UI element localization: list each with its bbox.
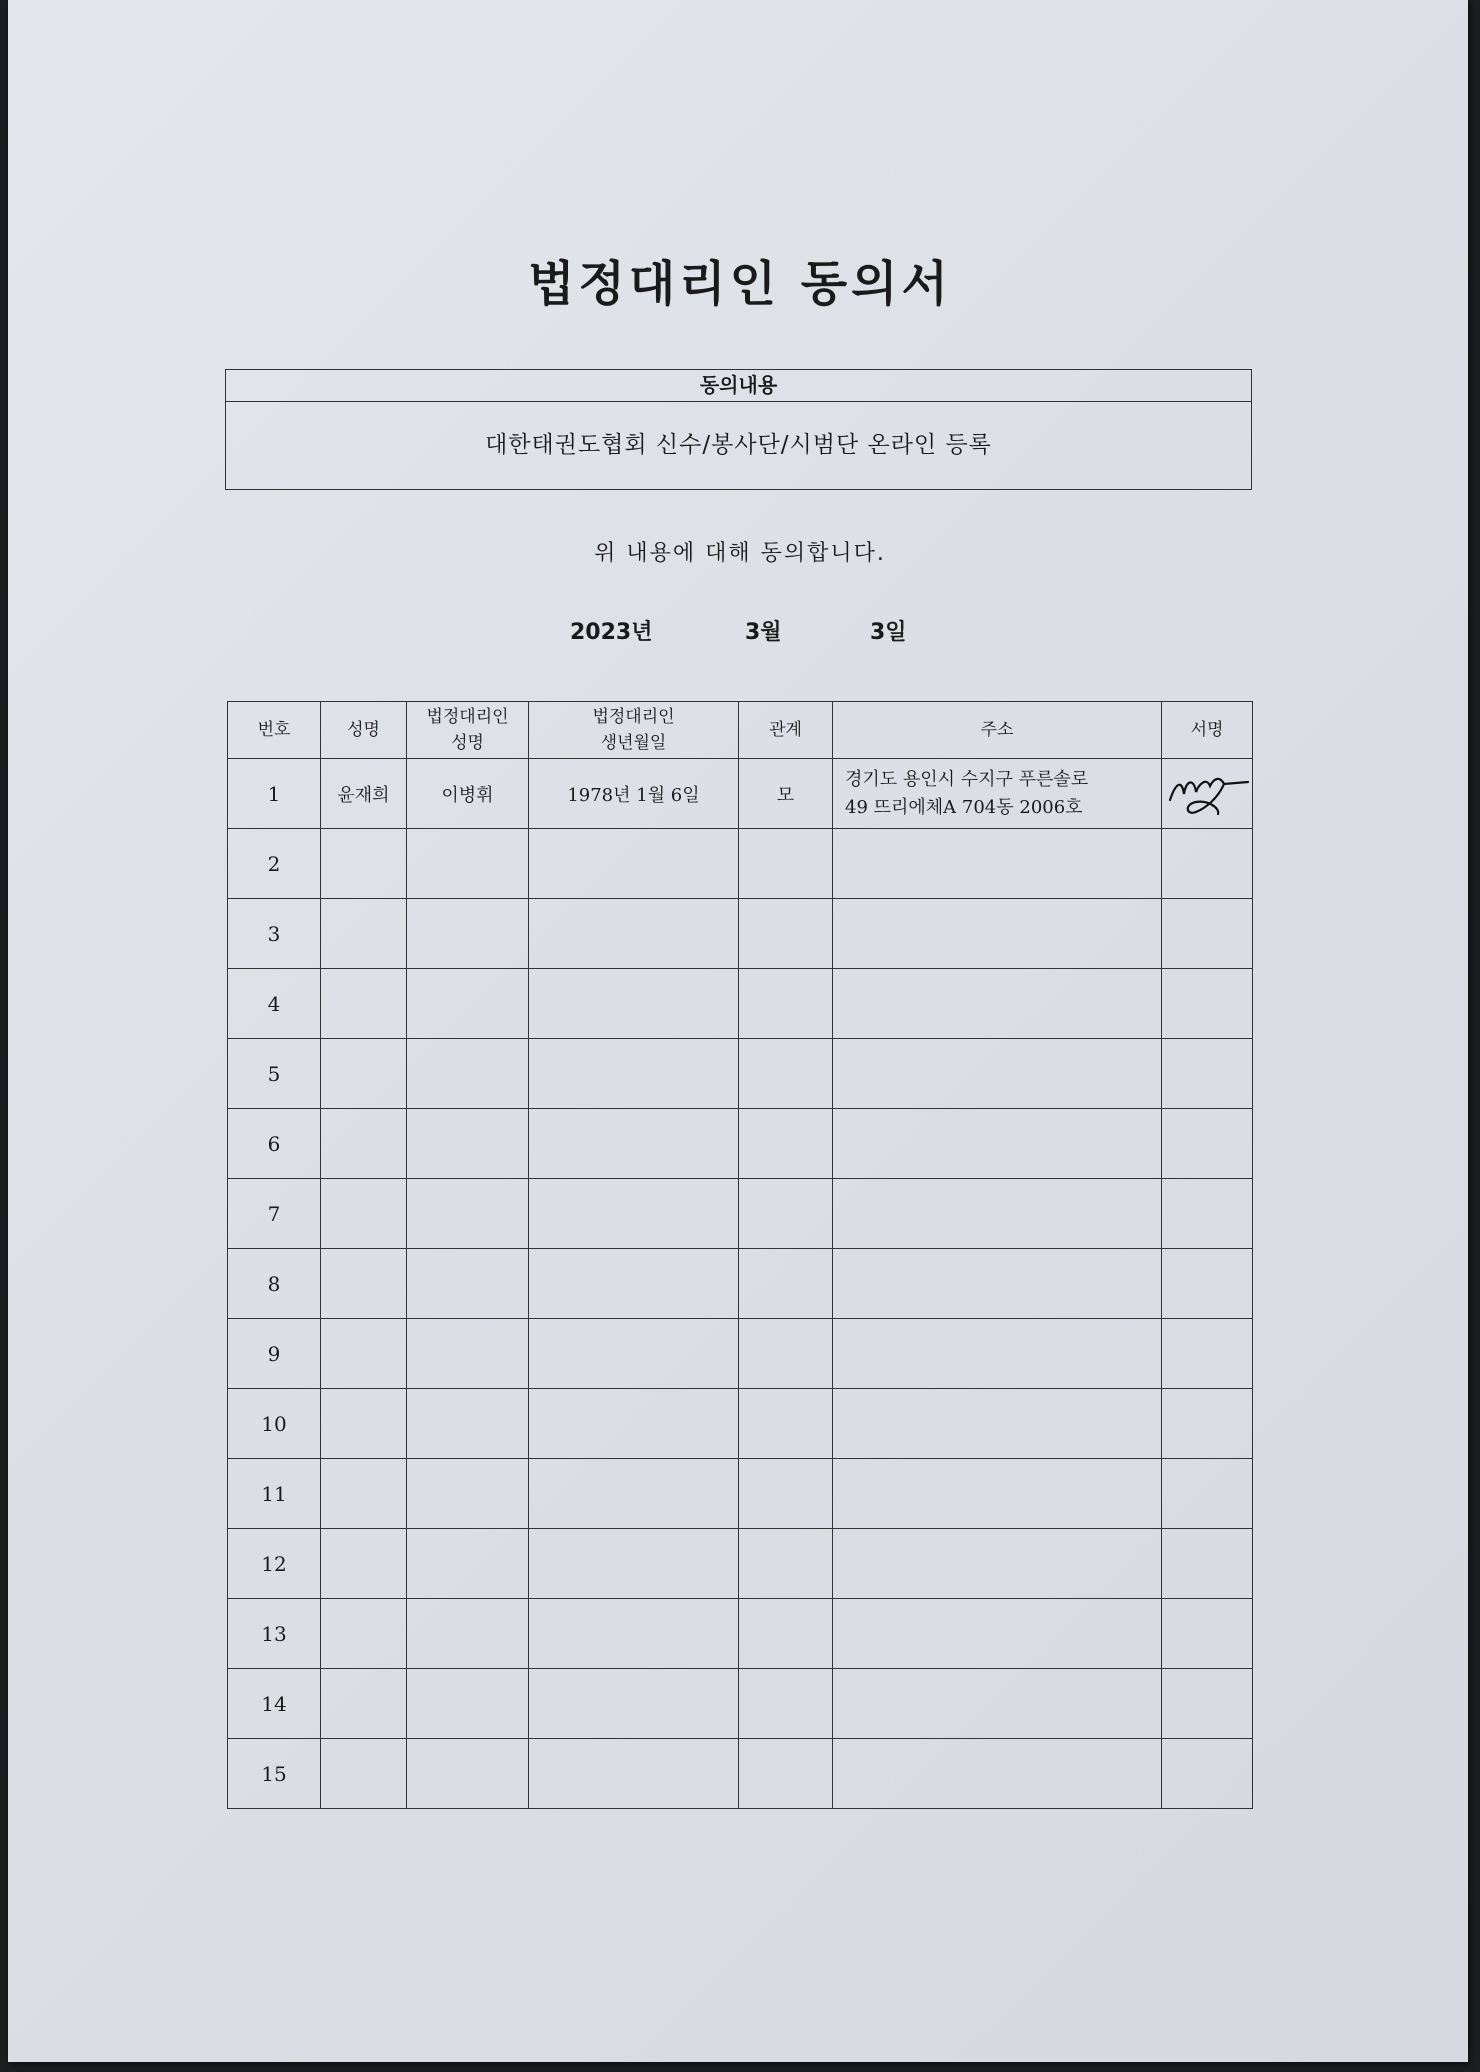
cell-no: 12 bbox=[228, 1529, 321, 1599]
cell-signature bbox=[1162, 759, 1253, 829]
header-relation: 관계 bbox=[739, 702, 833, 759]
cell-signature bbox=[1162, 969, 1253, 1039]
header-guardian-name: 법정대리인 성명 bbox=[407, 702, 529, 759]
date-year: 2023년 bbox=[570, 620, 653, 645]
cell-guardian-birth bbox=[529, 1389, 739, 1459]
cell-relation bbox=[739, 969, 833, 1039]
cell-no: 8 bbox=[228, 1249, 321, 1319]
cell-relation bbox=[739, 899, 833, 969]
cell-name bbox=[321, 1179, 407, 1249]
cell-guardian-name bbox=[407, 1389, 529, 1459]
table-row bbox=[228, 759, 1253, 829]
cell-guardian-name bbox=[407, 1459, 529, 1529]
cell-address bbox=[833, 1319, 1162, 1389]
table-row bbox=[228, 899, 1253, 969]
cell-guardian-name bbox=[407, 1599, 529, 1669]
cell-signature bbox=[1162, 1529, 1253, 1599]
cell-guardian-birth bbox=[529, 899, 739, 969]
cell-guardian-name bbox=[407, 1739, 529, 1809]
cell-name bbox=[321, 1739, 407, 1809]
cell-no: 15 bbox=[228, 1739, 321, 1809]
cell-name bbox=[321, 1529, 407, 1599]
cell-address bbox=[833, 1669, 1162, 1739]
cell-guardian-name bbox=[407, 1319, 529, 1389]
cell-guardian-birth bbox=[529, 1109, 739, 1179]
cell-signature bbox=[1162, 1739, 1253, 1809]
cell-address bbox=[833, 899, 1162, 969]
cell-relation bbox=[739, 829, 833, 899]
table-row bbox=[228, 969, 1253, 1039]
handwritten-signature bbox=[1162, 764, 1254, 824]
cell-guardian-name bbox=[407, 1109, 529, 1179]
table-row bbox=[228, 1529, 1253, 1599]
cell-guardian-birth bbox=[529, 1319, 739, 1389]
cell-guardian-name bbox=[407, 1249, 529, 1319]
cell-guardian-birth bbox=[529, 1529, 739, 1599]
document-title: 법정대리인 동의서 bbox=[528, 256, 952, 312]
cell-address bbox=[833, 969, 1162, 1039]
cell-signature bbox=[1162, 1109, 1253, 1179]
cell-guardian-birth bbox=[529, 829, 739, 899]
cell-guardian-name bbox=[407, 1529, 529, 1599]
cell-relation bbox=[739, 1669, 833, 1739]
cell-guardian-birth bbox=[529, 969, 739, 1039]
agreement-statement: 위 내용에 대해 동의합니다. bbox=[594, 541, 886, 566]
table-header-row bbox=[228, 702, 1253, 759]
cell-no: 10 bbox=[228, 1389, 321, 1459]
cell-no: 4 bbox=[228, 969, 321, 1039]
header-address: 주소 bbox=[833, 702, 1162, 759]
cell-guardian-name bbox=[407, 899, 529, 969]
table-row bbox=[228, 1319, 1253, 1389]
table-row bbox=[228, 1739, 1253, 1809]
cell-guardian-birth bbox=[529, 1039, 739, 1109]
cell-guardian-birth bbox=[529, 1179, 739, 1249]
cell-signature bbox=[1162, 1249, 1253, 1319]
cell-signature bbox=[1162, 1039, 1253, 1109]
cell-address bbox=[833, 1249, 1162, 1319]
cell-guardian-birth bbox=[529, 1739, 739, 1809]
consent-header: 동의내용 bbox=[226, 370, 1251, 402]
cell-name bbox=[321, 1109, 407, 1179]
cell-signature bbox=[1162, 1599, 1253, 1669]
cell-guardian-name bbox=[407, 1039, 529, 1109]
cell-no: 5 bbox=[228, 1039, 321, 1109]
cell-signature bbox=[1162, 1389, 1253, 1459]
cell-signature bbox=[1162, 899, 1253, 969]
cell-relation bbox=[739, 1319, 833, 1389]
table-row bbox=[228, 1039, 1253, 1109]
cell-signature bbox=[1162, 1669, 1253, 1739]
cell-relation bbox=[739, 1529, 833, 1599]
date-day: 3일 bbox=[870, 620, 907, 645]
cell-signature bbox=[1162, 1179, 1253, 1249]
cell-guardian-birth bbox=[529, 1599, 739, 1669]
date-month: 3월 bbox=[745, 620, 782, 645]
cell-address bbox=[833, 1529, 1162, 1599]
cell-name bbox=[321, 1669, 407, 1739]
cell-relation bbox=[739, 1459, 833, 1529]
table-row bbox=[228, 1389, 1253, 1459]
header-guardian-birth: 법정대리인 생년월일 bbox=[529, 702, 739, 759]
cell-guardian-birth: 1978년 1월 6일 bbox=[529, 759, 739, 829]
cell-name bbox=[321, 1039, 407, 1109]
cell-no: 9 bbox=[228, 1319, 321, 1389]
cell-guardian-name bbox=[407, 969, 529, 1039]
cell-relation bbox=[739, 1389, 833, 1459]
cell-no: 7 bbox=[228, 1179, 321, 1249]
cell-no: 2 bbox=[228, 829, 321, 899]
cell-name bbox=[321, 899, 407, 969]
cell-relation bbox=[739, 1739, 833, 1809]
cell-no: 6 bbox=[228, 1109, 321, 1179]
cell-guardian-birth bbox=[529, 1249, 739, 1319]
table-row bbox=[228, 829, 1253, 899]
table-row bbox=[228, 1599, 1253, 1669]
cell-no: 1 bbox=[228, 759, 321, 829]
cell-relation bbox=[739, 1179, 833, 1249]
cell-name bbox=[321, 829, 407, 899]
cell-signature bbox=[1162, 829, 1253, 899]
table-row bbox=[228, 1179, 1253, 1249]
cell-name bbox=[321, 1389, 407, 1459]
consent-box bbox=[225, 369, 1252, 490]
cell-address bbox=[833, 1739, 1162, 1809]
cell-guardian-name: 이병휘 bbox=[407, 759, 529, 829]
table-row bbox=[228, 1249, 1253, 1319]
cell-guardian-name bbox=[407, 1179, 529, 1249]
cell-guardian-birth bbox=[529, 1459, 739, 1529]
cell-name bbox=[321, 1599, 407, 1669]
cell-relation bbox=[739, 1039, 833, 1109]
cell-relation bbox=[739, 1249, 833, 1319]
cell-address: 경기도 용인시 수지구 푸른솔로 49 뜨리에체A 704동 2006호 bbox=[833, 759, 1162, 829]
cell-name: 윤재희 bbox=[321, 759, 407, 829]
cell-relation bbox=[739, 1109, 833, 1179]
cell-guardian-birth bbox=[529, 1669, 739, 1739]
cell-address bbox=[833, 829, 1162, 899]
cell-address bbox=[833, 1179, 1162, 1249]
table-row bbox=[228, 1109, 1253, 1179]
cell-signature bbox=[1162, 1319, 1253, 1389]
cell-name bbox=[321, 969, 407, 1039]
cell-no: 13 bbox=[228, 1599, 321, 1669]
cell-address bbox=[833, 1039, 1162, 1109]
cell-address bbox=[833, 1109, 1162, 1179]
cell-name bbox=[321, 1459, 407, 1529]
cell-name bbox=[321, 1249, 407, 1319]
cell-no: 11 bbox=[228, 1459, 321, 1529]
consent-content: 대한태권도협회 신수/봉사단/시범단 온라인 등록 bbox=[485, 432, 992, 458]
cell-name bbox=[321, 1319, 407, 1389]
table-row bbox=[228, 1669, 1253, 1739]
cell-guardian-name bbox=[407, 829, 529, 899]
cell-address bbox=[833, 1459, 1162, 1529]
cell-guardian-name bbox=[407, 1669, 529, 1739]
signature-table bbox=[227, 701, 1253, 1809]
cell-relation: 모 bbox=[739, 759, 833, 829]
cell-no: 3 bbox=[228, 899, 321, 969]
cell-address bbox=[833, 1599, 1162, 1669]
cell-no: 14 bbox=[228, 1669, 321, 1739]
cell-signature bbox=[1162, 1459, 1253, 1529]
header-name: 성명 bbox=[321, 702, 407, 759]
table-row bbox=[228, 1459, 1253, 1529]
cell-relation bbox=[739, 1599, 833, 1669]
header-no: 번호 bbox=[228, 702, 321, 759]
cell-address bbox=[833, 1389, 1162, 1459]
header-signature: 서명 bbox=[1162, 702, 1253, 759]
